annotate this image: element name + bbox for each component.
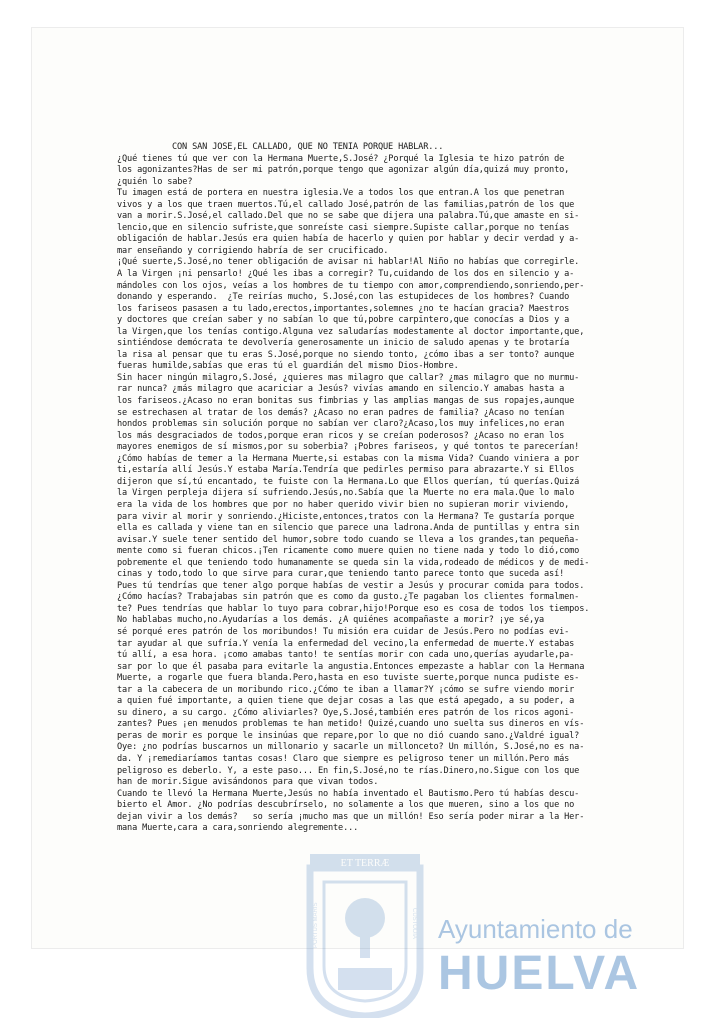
paragraph: ¡Qué suerte,S.José,no tener obligación de avisar ni hablar!Al Niño no habías que corregirle. A la Virgen ¡ni pensarlo! ¿Qué les ibas a corregir? Tu,cuidando de los dos en silencio y a- mándoles con los ojos, veías a los hombres de tu tiempo con amor,comprendiendo,sonriendo,per- donando y esperando. ¿Te reirías mucho, S.José,con las estupideces de los hombres? Cuando los fariseos pasasen a tu lado,erectos,importantes,solemnes ¿no te hacían gracia? Maestros y doctores que creían saber y no sabían lo que tú,pobre carpintero,que conocías a Dios y a la Virgen,que los tenías contigo.Alguna vez saludarías modestamente al doctor importante,que, sintiéndose demócrata te devolvería generosamente un inicio de saludo apenas y te brotaría la risa al pensar que tu eras S.José,porque no siendo tonto, ¿cómo ibas a ser tonto? aunque fueras humilde,sabías que eras tú el guardián del mismo Dios-Hombre.	[117, 257, 585, 372]
city-seal-watermark-icon	[300, 848, 430, 1018]
paragraph: Sin hacer ningún milagro,S.José, ¿quieres mas milagro que callar? ¿mas milagro que no murmu- rar nunca? ¿más milagro que acariciar a Jesús? vivías amando en silencio.Y amabas hasta a los fariseos.¿Acaso no eran bonitas sus fimbrias y las amplias mangas de sus ropajes,aunque se estrechasen al tratar de los demás? ¿Acaso no eran padres de familia? ¿Acaso no tenían hondos problemas sin solución porque no sabían ver claro?¿Acaso,los muy infelices,no eran los más desgraciados de todos,porque eran ricos y se creían poderosos? ¿Acaso no eran los mayores enemigos de sí mismos,por su soberbia? ¡Pobres fariseos, y qué tontos te parecerían! ¿Cómo habías de temer a la Hermana Muerte,si estabas con la misma Vida? Cuando viniera a por ti,estaría allí Jesús.Y estaba María.Tendría que pedirles permiso para abrazarte.Y si Ellos dijeron que sí,tú encantado, te fuiste con la Hermana.Lo que Ellos querían, tú querías.Quizá la Virgen perpleja dijera sí sufriendo.Jesús,no.Sabía que la Muerte no era mala.Que lo malo era la vida de los hombres que por no haber querido vivir bien no supieran morir viviendo, para vivir al morir y sonriendo.¿Hiciste,entonces,tratos con la Hermana? Te gustaría porque ella es callada y viene tan en silencio que parece una ladrona.Anda de puntillas y entra sin avisar.Y suele tener sentido del humor,sobre todo cuando se lleva a los grandes,tan pequeña- mente como si fueran chicos.¡Ten ricamente como muere quien no tiene nada y todo lo dió,como pobremente el que teniendo todo humanamente se queda sin la vida,rodeado de médicos y de medi- cinas y todo,todo lo que sirve para curar,que teniendo tanto parece tonto que suceda así! Pues tú tendrías que tener algo porque habías de vestir a Jesús y procurar comida para todos. ¿Cómo hacías? Trabajabas sin patrón que es como da gusto.¿Te pagaban los clientes formalmen- te? Pues tendrías que hablar lo tuyo para cobrar,hijo!Porque eso es cosa de todos los tiempos. No hablabas mucho,no.Ayudarías a los demás. ¿A quiénes acompañaste a morir? ¡ye sé,ya sé porqué eres patrón de los moribundos! Tu misión era cuidar de Jesús.Pero no podías evi- tar ayudar al que sufría.Y venía la enfermedad del vecino,la enfermedad de muerte.Y estabas tú allí, a esa hora. ¡como amabas tanto! te sentías morir con cada uno,querías ayudarle,pa- sar por lo que él pasaba para evitarle la angustia.Entonces empezaste a hablar con la Hermana Muerte, a rogarle que fuera blanda.Pero,hasta en eso tuviste suerte,porque nunca pudiste es- tar a la cabecera de un moribundo rico.¿Cómo te iban a llamar?Y ¡cómo se sufre viendo morir a quien fué importante, a quien tiene que dejar cosas a las que está apegado, a su poder, a su dinero, a su cargo. ¿Cómo aliviarles? Oye,S.José,también eres patrón de los ricos agoni- zantes? Pues ¡en menudos problemas te han metido! Quizé,cuando uno suelta sus dineros en vís- peras de morir es porque le insinúas que repare,por lo que no dió cuando sano.¿Valdré igual? Oye: ¿no podrías buscarnos un millonario y sacarle un millonceto? Un millón, S.José,no es na- da. Y ¡remediaríamos tantas cosas! Claro que siempre es peligroso tener un millón.Pero más peligroso es deberlo. Y, a este paso... En fin,S.José,no te rías.Dinero,no.Sigue con los que han de morir.Sigue avisándonos para que vivan todos.	[117, 372, 590, 788]
paragraph: ¿Qué tienes tú que ver con la Hermana Muerte,S.José? ¿Porqué la Iglesia te hizo patrón de los agonizantes?Has de ser mi patrón,porque tengo que agonizar algún día,quizá muy pronto, ¿quién lo sabe?	[117, 153, 570, 187]
paragraph: Cuando te llevó la Hermana Muerte,Jesús no había inventado el Bautismo.Pero tú habías descu- bierto el Amor. ¿No podrías descubrírselo, no solamente a los que mueren, sino a los que no dejan vivir a los demás? so sería ¡mucho mas que un millón! Eso sería poder mirar a la Her- mana Muerte,cara a cara,sonriendo alegremente...	[117, 788, 585, 834]
svg-text:CUSTODIA: CUSTODIA	[411, 908, 417, 939]
svg-text:PORTUS MARIS: PORTUS MARIS	[313, 902, 319, 948]
paragraph: Tu imagen está de portera en nuestra iglesia.Ve a todos los que entran.A los que penetran vivos y a los que traen muertos.Tú,el callado José,patrón de las familias,patrón de los que van a morir.S.José,el callado.Del que no se sabe que dijera una palabra.Tú,que amaste en si- lencio,que en silencio sufriste,que sonreíste casi siempre.Supiste callar,porque no tenías obligación de hablar.Jesús era quien había de hacerlo y quien por hablar y decir verdad y a- mar enseñando y corrigiendo habría de ser crucificado.	[117, 188, 580, 256]
document-title: CON SAN JOSE,EL CALLADO, QUE NO TENIA PORQUE HABLAR...	[172, 142, 444, 152]
svg-text:ET TERRÆ: ET TERRÆ	[340, 858, 390, 869]
watermark-line-1: Ayuntamiento de	[438, 914, 633, 944]
document-body	[117, 142, 657, 835]
watermark-line-2: HUELVA	[438, 947, 641, 1000]
